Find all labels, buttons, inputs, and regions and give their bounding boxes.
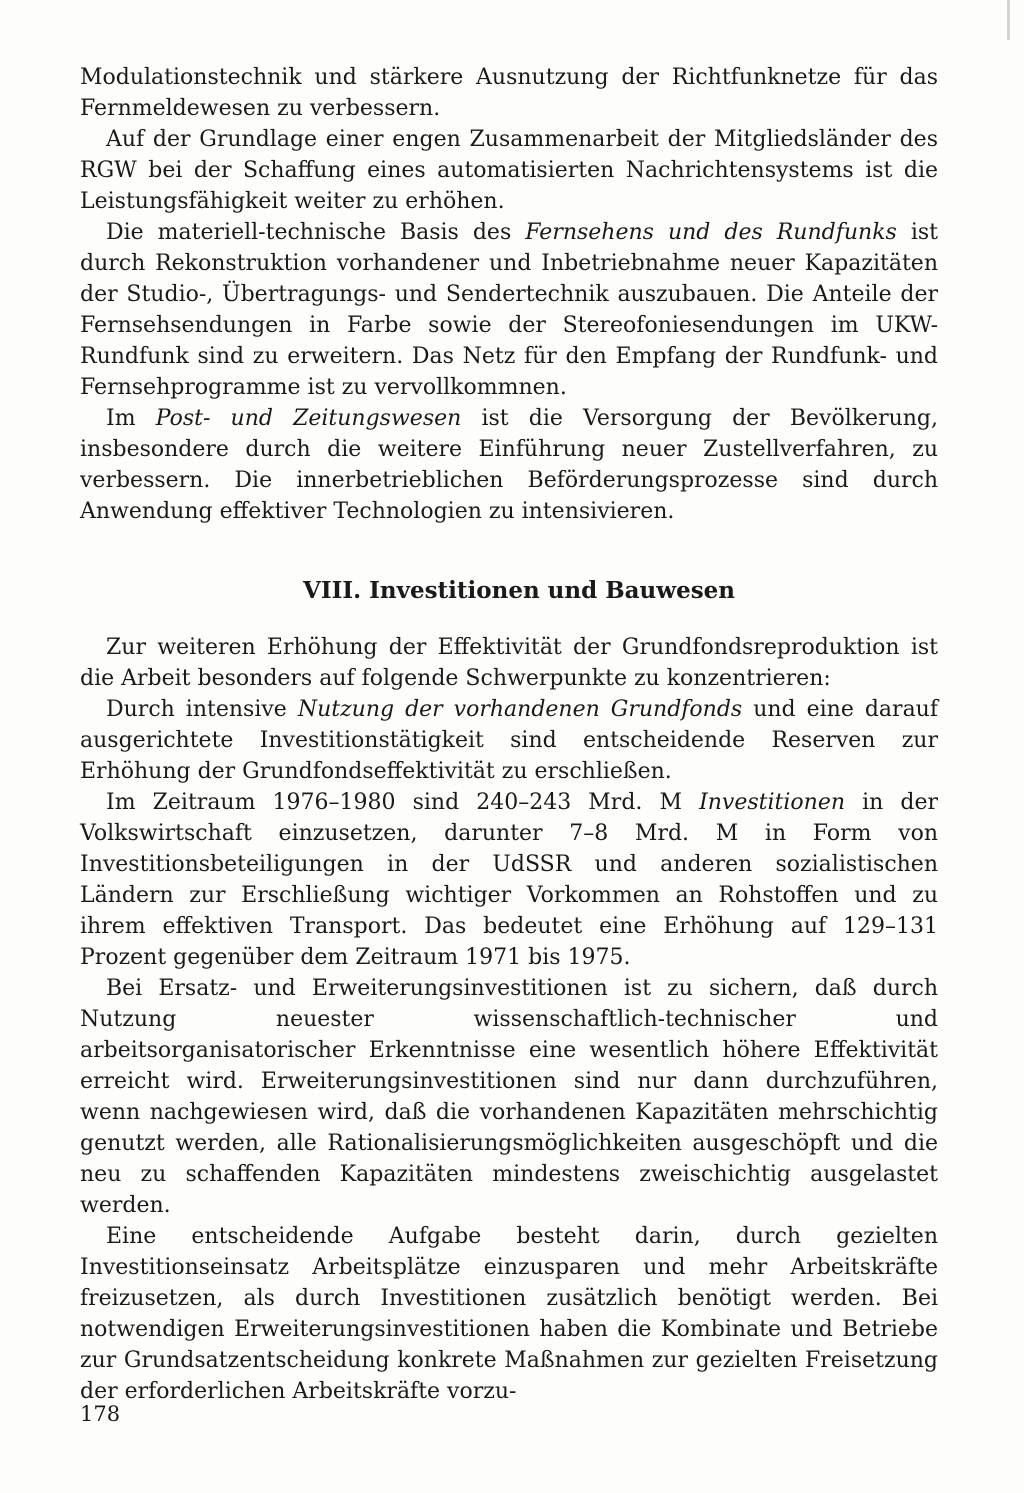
paragraph-ersatz-erweiterung: Bei Ersatz- und Erweiterungsinvestitionen ist zu sichern, daß durch Nutzung neuester wissenschaftlich-technischer und arbeitsorganisatorischer Erkenntnisse eine wesentlich höhere Effektivität erreicht wird. Erweiterungsinvestitionen sind nur dann durchzuführen, wenn nachgewiesen wird, daß die vorhandenen Kapazitäten mehrschichtig genutzt werden, alle Rationalisierungsmöglichkeiten ausgeschöpft und die neu zu schaffenden Kapazitäten mindestens zweischichtig ausgelastet werden. (80, 976, 938, 1218)
text-run: Die materiell-technische Basis des (106, 220, 526, 245)
text-run: Im Zeitraum 1976–1980 sind 240–243 Mrd. M (106, 790, 700, 815)
text-run: Im (106, 406, 156, 431)
spacer (80, 527, 938, 575)
text-run: und eine darauf ausgerichtete Investitionstätigkeit sind entscheidende Reserven zur Erhöhung der Grundfondseffektivität zu erschließen. (80, 697, 938, 784)
emphasis-grundfonds: Nutzung der vorhandenen Grundfonds (297, 697, 743, 722)
paragraph-grundfonds (80, 694, 938, 787)
scan-edge-mark (1007, 0, 1010, 40)
paragraph-investitionen-zeitraum (80, 787, 938, 973)
spacer (80, 606, 938, 632)
text-run: in der Volkswirtschaft einzusetzen, darunter 7–8 Mrd. M in Form von Investitionsbeteiligungen in der UdSSR und anderen sozialistischen Ländern zur Erschließung wichtiger Vorkommen an Rohstoffen und zu ihrem effektiven Transport. Das bedeutet eine Erhöhung auf 129–131 Prozent gegenüber dem Zeitraum 1971 bis 1975. (80, 790, 938, 970)
emphasis-fernsehen-rundfunk: Fernsehens und des Rundfunks (525, 220, 897, 245)
page-number: 178 (80, 1402, 121, 1426)
paragraph-rgw: Auf der Grundlage einer engen Zusammenarbeit der Mitgliedsländer des RGW bei der Schaffung eines automatisierten Nachrichtensystems ist die Leistungsfähigkeit weiter zu erhöhen. (80, 127, 938, 214)
text-run: Durch intensive (106, 697, 298, 722)
paragraph-schwerpunkte: Zur weiteren Erhöhung der Effektivität der Grundfondsreproduktion ist die Arbeit besonders auf folgende Schwerpunkte zu konzentrieren: (80, 635, 938, 691)
page-body (80, 62, 938, 1407)
emphasis-investitionen: Investitionen (699, 790, 846, 815)
paragraph-fernsehen-rundfunk (80, 217, 938, 403)
emphasis-post-zeitung: Post- und Zeitungswesen (155, 406, 462, 431)
text-run: ist durch Rekonstruktion vorhandener und Inbetriebnahme neuer Kapazitäten der Studio-, Übertragungs- und Sendertechnik auszubauen. Die Anteile der Fernsehsendungen in Farbe sowie der Stereofoniesendungen im UKW-Rundfunk sind zu erweitern. Das Netz für den Empfang der Rundfunk- und Fernsehprogramme ist zu vervollkommnen. (80, 220, 939, 400)
paragraph-post-zeitung (80, 403, 938, 527)
text-run: ist die Versorgung der Bevölkerung, insbesondere durch die weitere Einführung neuer Zustellverfahren, zu verbessern. Die innerbetrieblichen Beförderungsprozesse sind durch Anwendung effektiver Technologien zu intensivieren. (80, 406, 939, 524)
section-heading: VIII. Investitionen und Bauwesen (302, 577, 736, 604)
paragraph-richtfunk: Modulationstechnik und stärkere Ausnutzung der Richtfunknetze für das Fernmeldewesen zu verbessern. (80, 65, 938, 121)
paragraph-arbeitsplaetze: Eine entscheidende Aufgabe besteht darin, durch gezielten Investitionseinsatz Arbeitsplätze einzusparen und mehr Arbeitskräfte freizusetzen, als durch Investitionen zusätzlich benötigt werden. Bei notwendigen Erweiterungsinvestitionen haben die Kombinate und Betriebe zur Grundsatzentscheidung konkrete Maßnahmen zur gezielten Freisetzung der erforderlichen Arbeitskräfte vorzu- (80, 1224, 938, 1404)
